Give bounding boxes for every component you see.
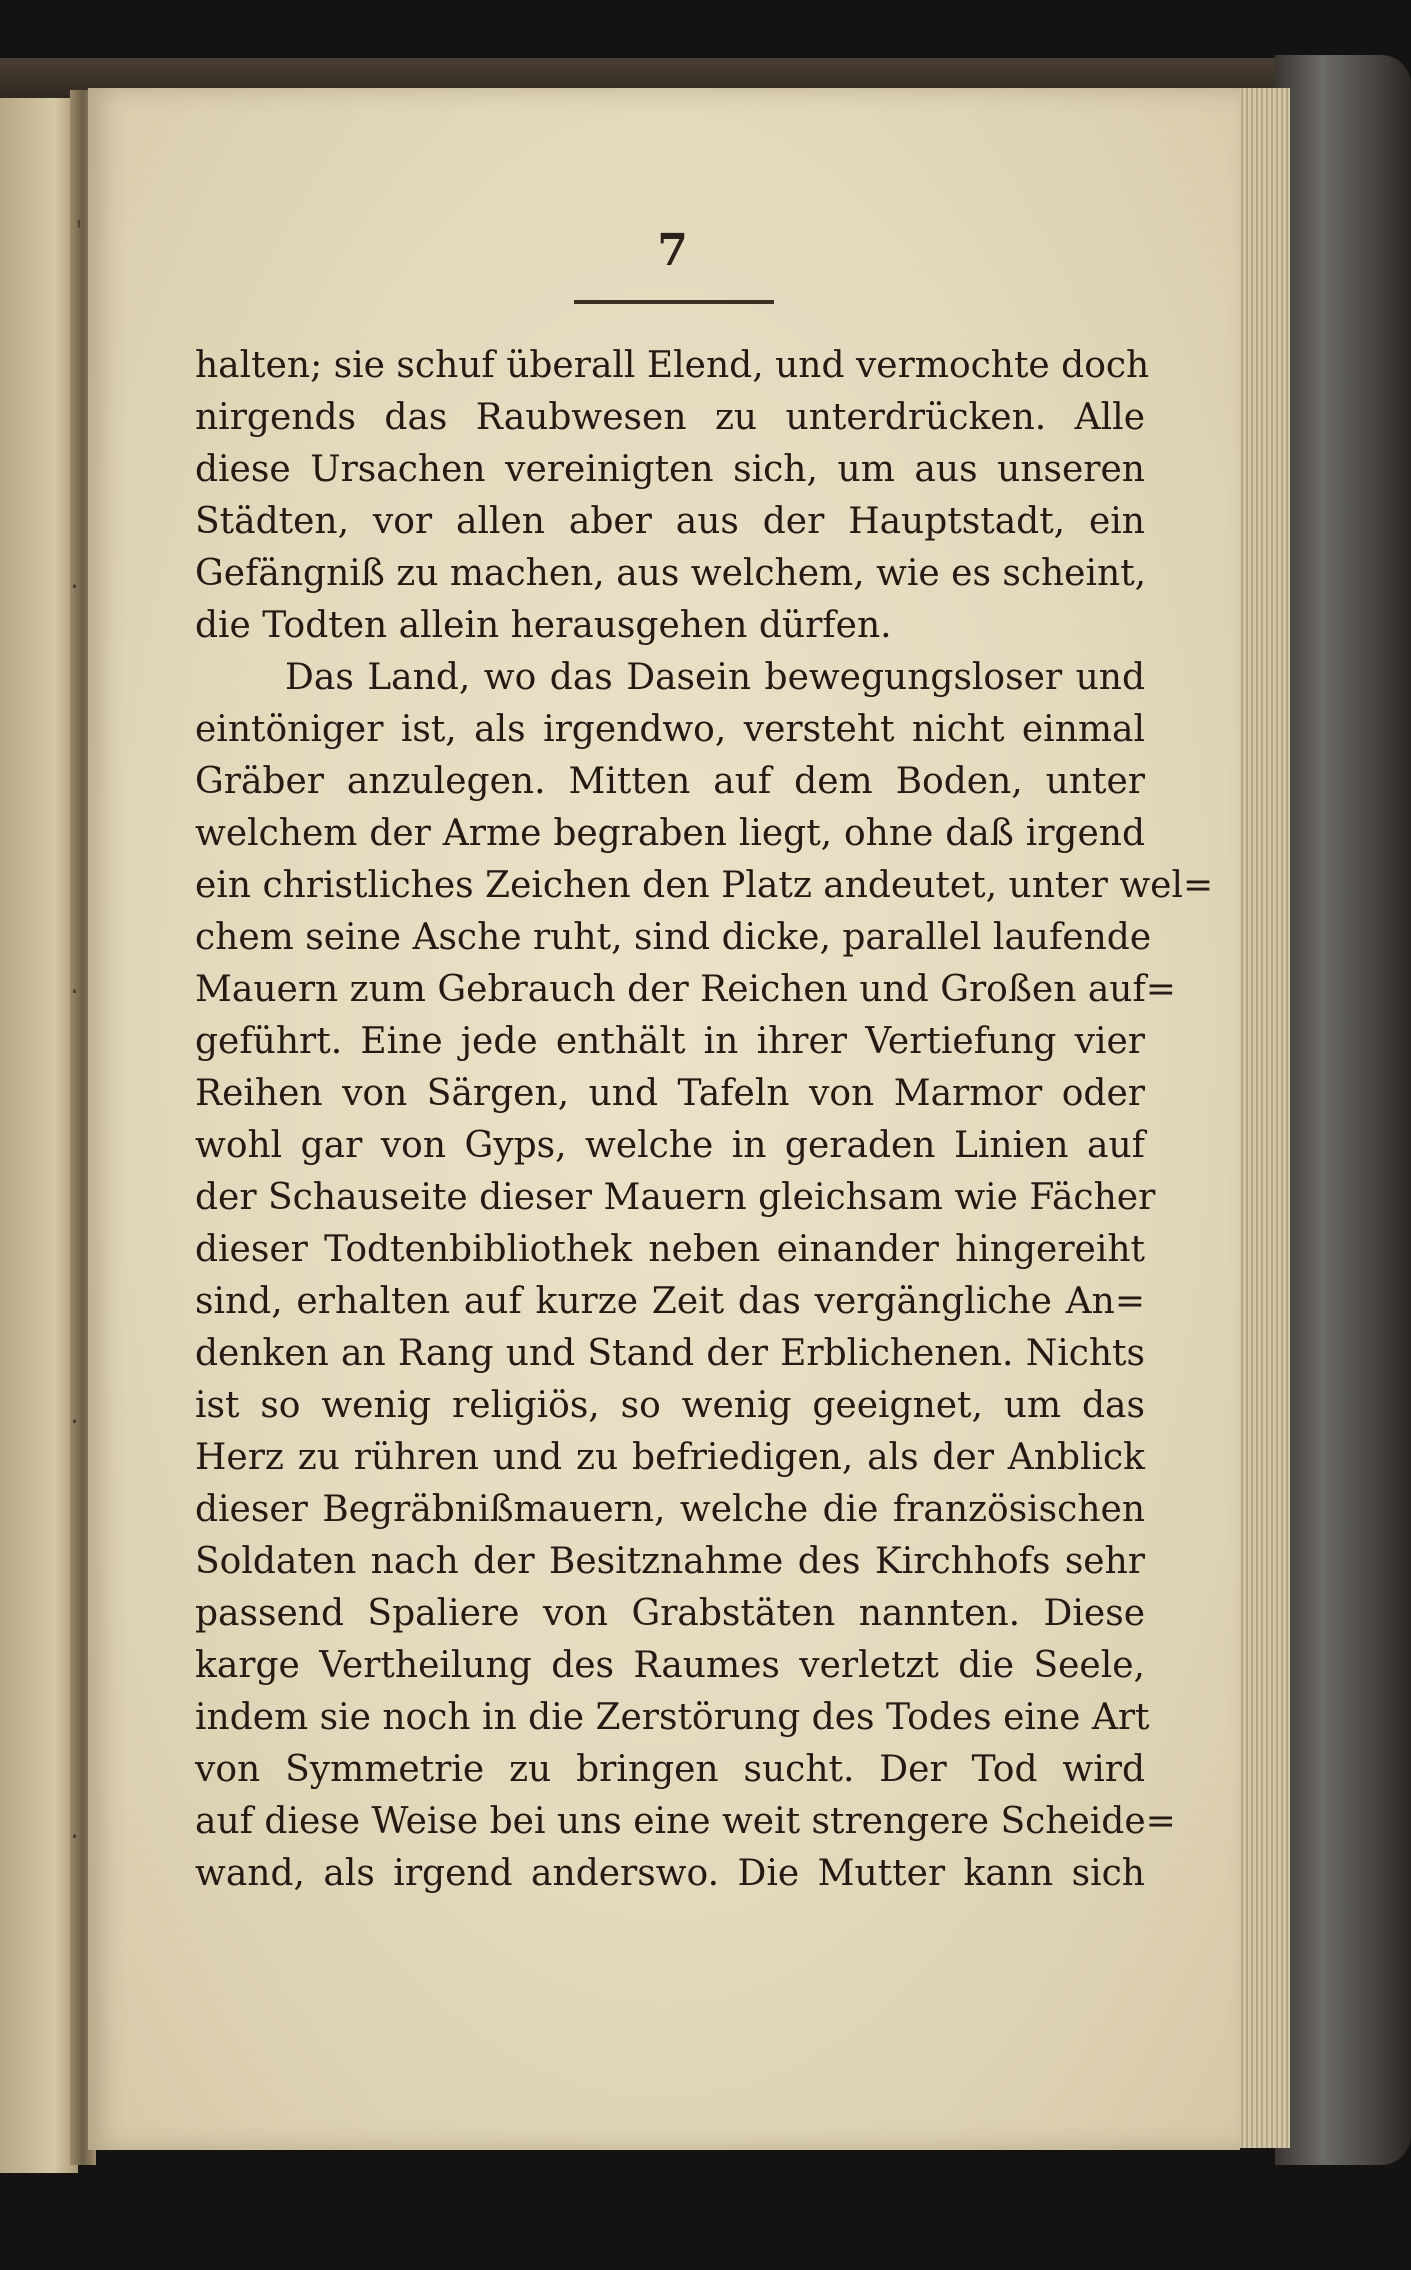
text-line: Herz zu rühren und zu befriedigen, als der Anblick — [195, 1437, 1145, 1478]
text-line: Städten, vor allen aber aus der Hauptstadt, ein — [195, 501, 1145, 542]
text-line: welchem der Arme begraben liegt, ohne daß irgend — [195, 813, 1145, 854]
text-line: geführt. Eine jede enthält in ihrer Vertiefung vier — [195, 1021, 1145, 1062]
margin-mark: · — [70, 1405, 79, 1438]
left-page-edge — [0, 98, 78, 2173]
book-cover-edge — [1275, 55, 1411, 2165]
text-line: ist so wenig religiös, so wenig geeignet, um das — [195, 1385, 1145, 1426]
text-line: Gefängniß zu machen, aus welchem, wie es scheint, — [195, 553, 1147, 594]
margin-mark: · — [70, 570, 79, 603]
text-line: Gräber anzulegen. Mitten auf dem Boden, unter — [195, 761, 1145, 802]
text-line: von Symmetrie zu bringen sucht. Der Tod wird — [195, 1749, 1145, 1790]
page-stack-edges — [1238, 88, 1290, 2148]
text-line: sind, erhalten auf kurze Zeit das vergängliche An= — [195, 1281, 1145, 1322]
text-line: karge Vertheilung des Raumes verletzt die Seele, — [195, 1645, 1145, 1686]
header-rule — [574, 300, 774, 304]
text-line: ein christliches Zeichen den Platz andeutet, unter wel= — [195, 865, 1214, 906]
text-line: diese Ursachen vereinigten sich, um aus unseren — [195, 449, 1145, 490]
text-line: Das Land, wo das Dasein bewegungsloser und — [285, 657, 1145, 698]
text-line: dieser Todtenbibliothek neben einander hingereiht — [195, 1229, 1145, 1270]
page-number: 7 — [657, 225, 688, 276]
text-line: wand, als irgend anderswo. Die Mutter kann sich — [195, 1853, 1145, 1894]
text-line: Mauern zum Gebrauch der Reichen und Großen auf= — [195, 969, 1176, 1010]
text-line: Soldaten nach der Besitznahme des Kirchhofs sehr — [195, 1541, 1145, 1582]
text-line: nirgends das Raubwesen zu unterdrücken. Alle — [195, 397, 1145, 438]
text-line: dieser Begräbnißmauern, welche die französischen — [195, 1489, 1145, 1530]
text-line: die Todten allein herausgehen dürfen. — [195, 605, 892, 646]
text-line: auf diese Weise bei uns eine weit strengere Scheide= — [195, 1801, 1176, 1842]
text-line: denken an Rang und Stand der Erblichenen. Nichts — [195, 1333, 1145, 1374]
text-line: wohl gar von Gyps, welche in geraden Linien auf — [195, 1125, 1145, 1166]
margin-mark: ˈ — [75, 215, 83, 248]
margin-mark: · — [70, 975, 79, 1008]
text-line: chem seine Asche ruht, sind dicke, parallel laufende — [195, 917, 1152, 958]
text-line: Reihen von Särgen, und Tafeln von Marmor oder — [195, 1073, 1145, 1114]
text-line: eintöniger ist, als irgendwo, versteht nicht einmal — [195, 709, 1145, 750]
text-line: indem sie noch in die Zerstörung des Todes eine Art — [195, 1697, 1150, 1738]
margin-mark: · — [70, 1820, 79, 1853]
text-line: halten; sie schuf überall Elend, und vermochte doch — [195, 345, 1150, 386]
text-line: passend Spaliere von Grabstäten nannten. Diese — [195, 1593, 1145, 1634]
text-line: der Schauseite dieser Mauern gleichsam wie Fächer — [195, 1177, 1156, 1218]
